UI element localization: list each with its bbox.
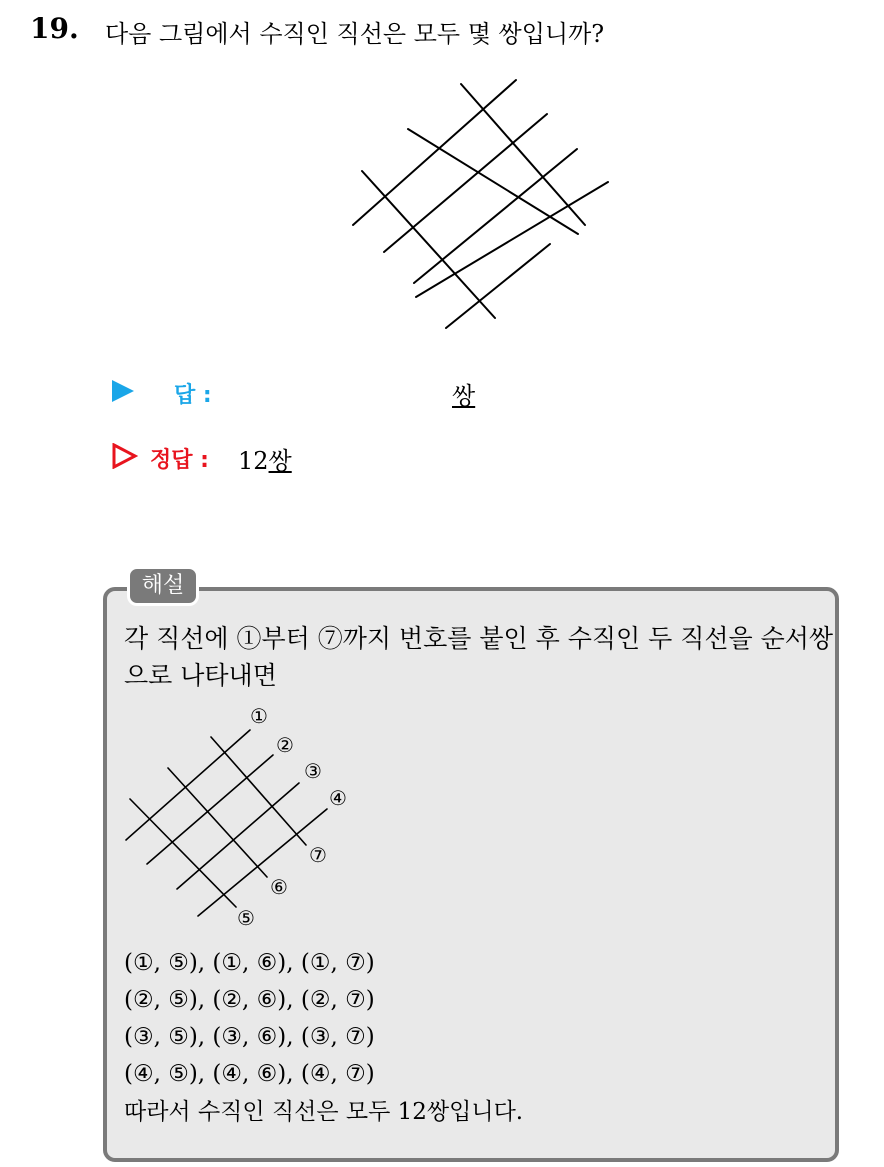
outline-triangle-icon bbox=[112, 443, 138, 469]
correct-answer-row bbox=[112, 437, 512, 477]
solution-intro: 각 직선에 ①부터 ⑦까지 번호를 붙인 후 수직인 두 직선을 순서쌍으로 나타내면 bbox=[124, 624, 834, 690]
numbered-line-4 bbox=[198, 809, 327, 916]
figure-line-8 bbox=[446, 244, 550, 328]
line-label-7: ⑦ bbox=[309, 843, 327, 867]
line-label-1: ① bbox=[250, 704, 268, 728]
line-label-6: ⑥ bbox=[270, 875, 288, 899]
perpendicular-lines-figure bbox=[345, 72, 615, 337]
question-number: 19. bbox=[30, 12, 79, 45]
numbered-line-1 bbox=[126, 730, 250, 840]
correct-answer-label: 정답 : bbox=[150, 448, 209, 473]
figure-line-1 bbox=[353, 80, 516, 225]
line-label-2: ② bbox=[276, 733, 294, 757]
answer-row bbox=[112, 372, 612, 412]
line-label-3: ③ bbox=[304, 759, 322, 783]
question-text: 다음 그림에서 수직인 직선은 모두 몇 쌍입니까? bbox=[105, 20, 605, 48]
figure-line-2 bbox=[384, 114, 547, 252]
correct-answer-value bbox=[238, 441, 292, 476]
line-label-5: ⑤ bbox=[237, 906, 255, 930]
solution-conclusion: 따라서 수직인 직선은 모두 12쌍입니다. bbox=[124, 1099, 524, 1125]
figure-line-5 bbox=[362, 171, 495, 318]
numbered-lines-figure bbox=[118, 700, 368, 935]
pair-list bbox=[124, 945, 375, 1093]
pair-line: (②, ⑤), (②, ⑥), (②, ⑦) bbox=[124, 987, 375, 1013]
filled-triangle-icon bbox=[112, 380, 134, 402]
answer-label: 답 : bbox=[174, 383, 212, 408]
pair-line: (③, ⑤), (③, ⑥), (③, ⑦) bbox=[124, 1024, 375, 1050]
correct-answer-number: 12 bbox=[238, 447, 269, 475]
pair-line: (①, ⑤), (①, ⑥), (①, ⑦) bbox=[124, 950, 375, 976]
solution-tag: 해설 bbox=[127, 566, 199, 606]
correct-answer-unit: 쌍 bbox=[268, 447, 292, 475]
line-label-4: ④ bbox=[329, 786, 347, 810]
numbered-line-2 bbox=[147, 755, 273, 864]
numbered-line-5 bbox=[130, 799, 236, 907]
figure-line-7 bbox=[461, 84, 585, 225]
pair-line: (④, ⑤), (④, ⑥), (④, ⑦) bbox=[124, 1061, 375, 1087]
answer-unit: 쌍 bbox=[452, 382, 476, 410]
